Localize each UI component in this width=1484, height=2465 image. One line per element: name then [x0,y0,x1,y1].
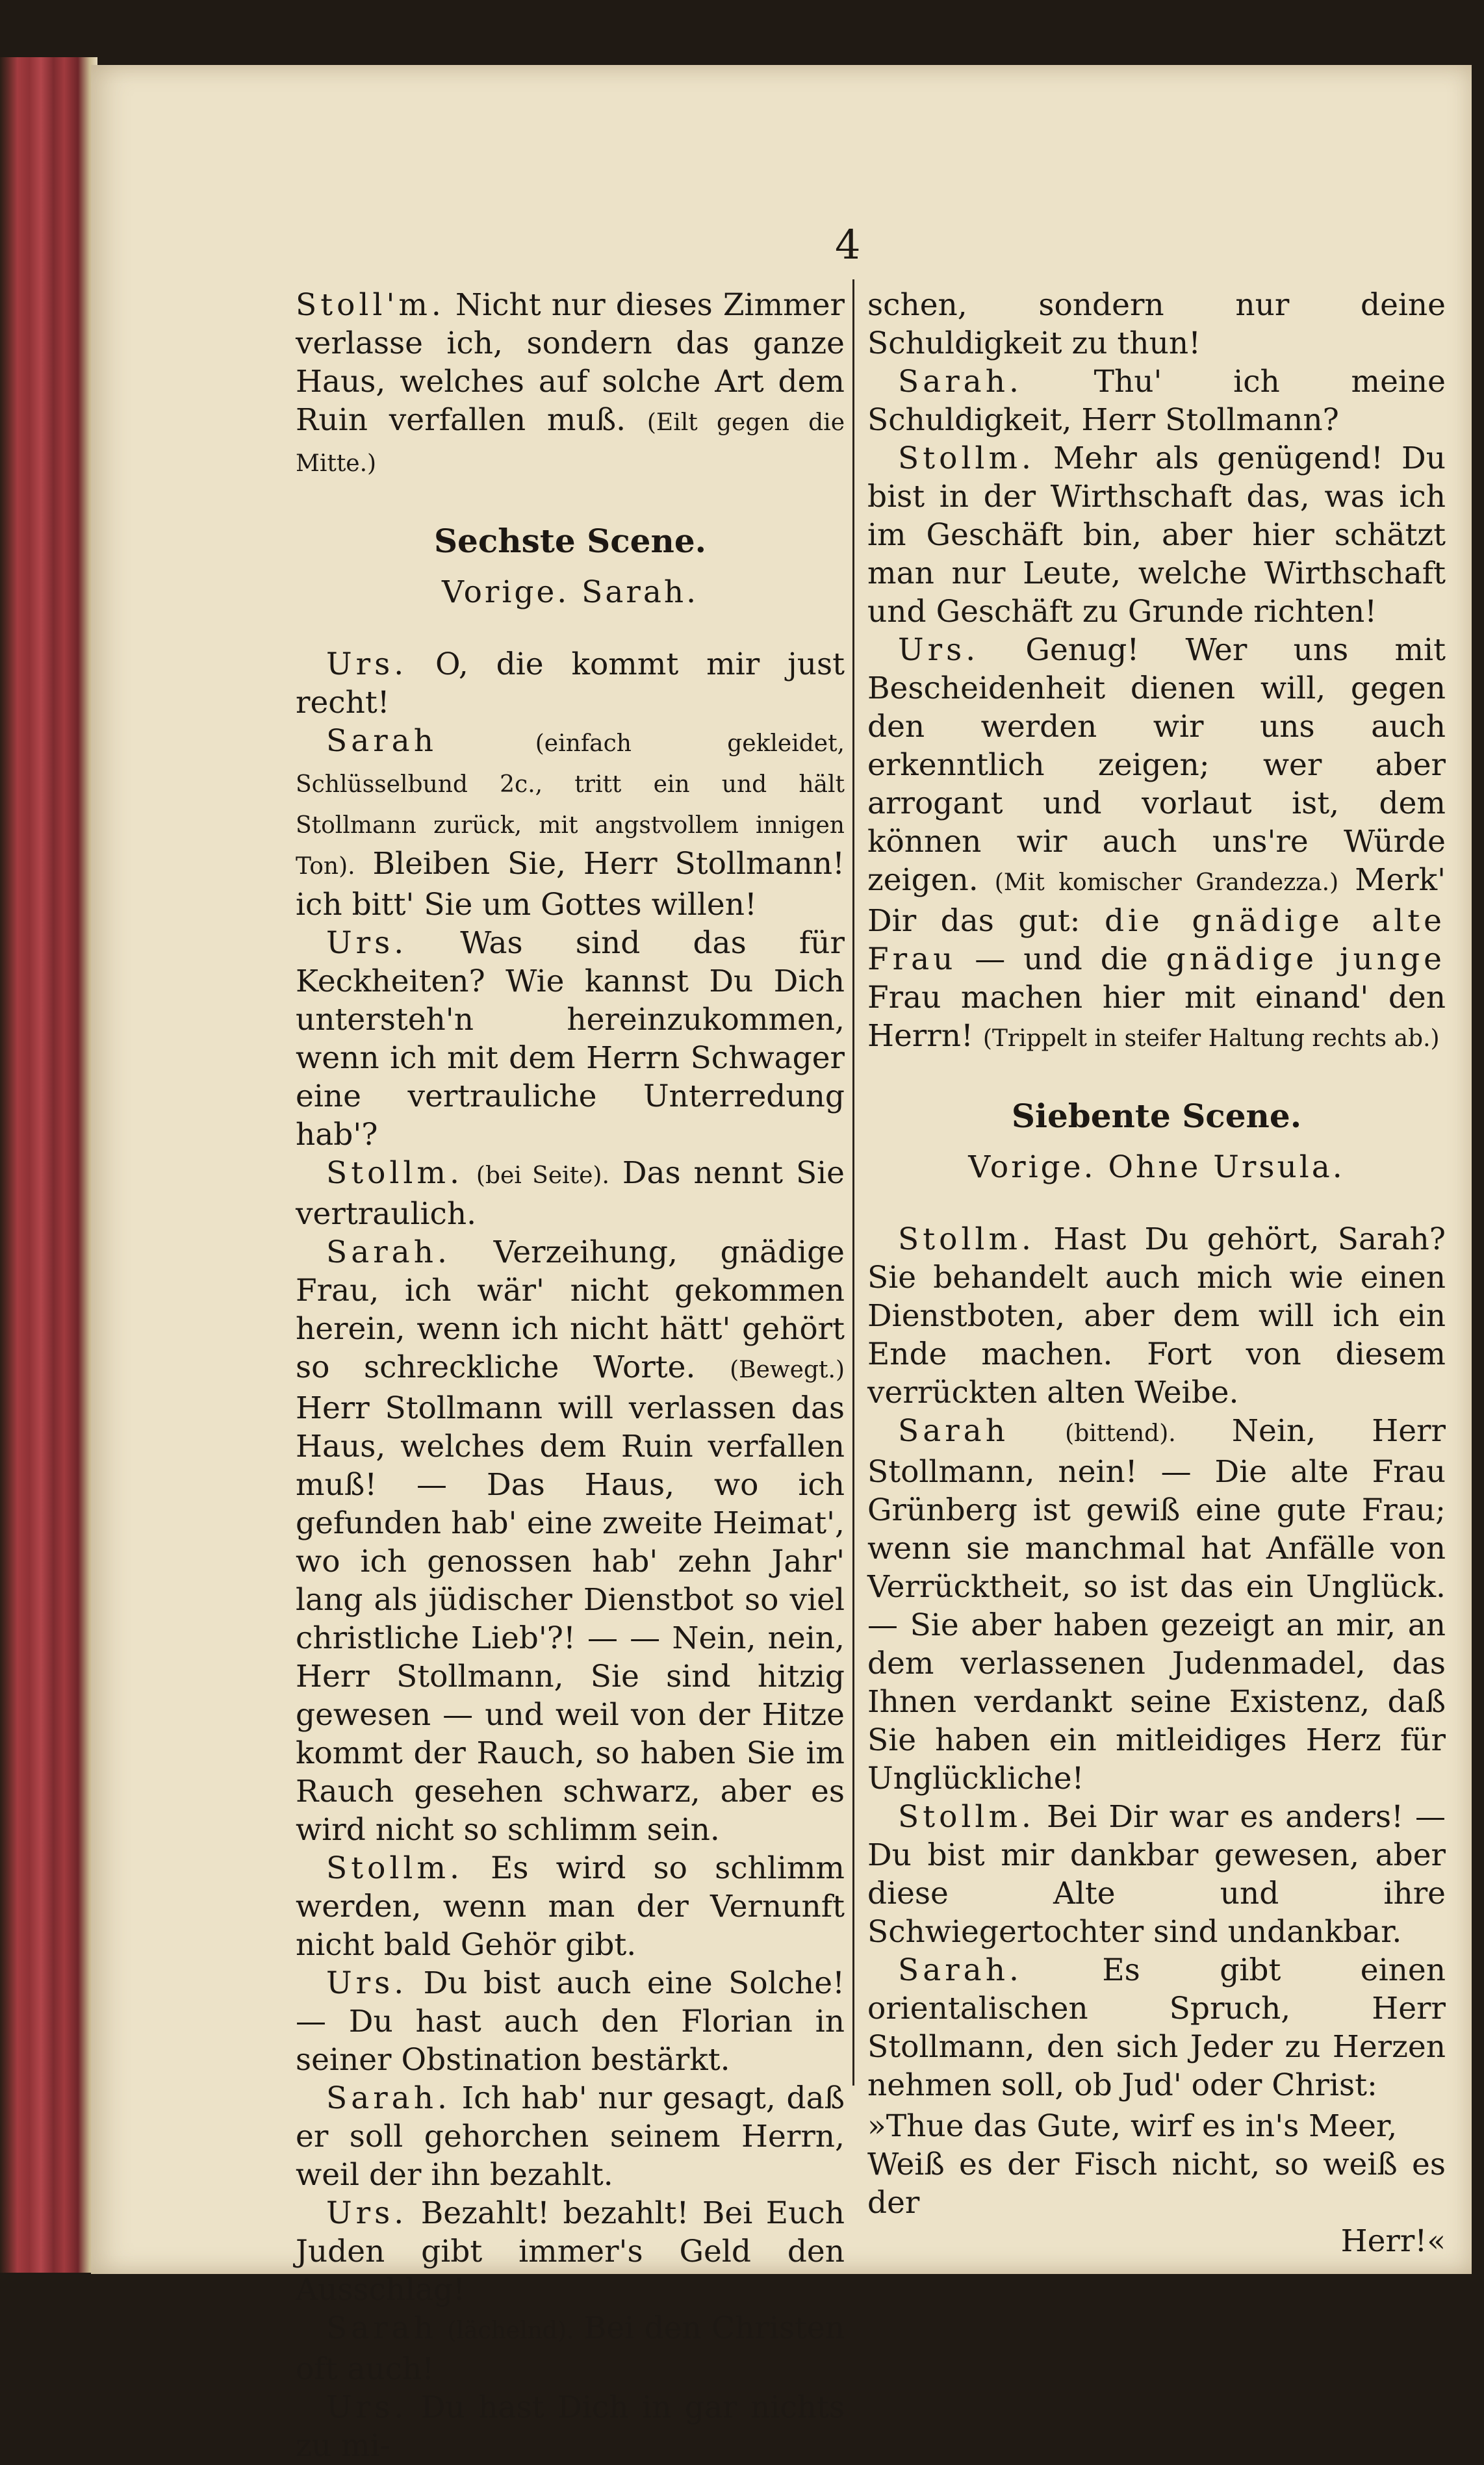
quote-line: Weiß es der Fisch nicht, so weiß es der [867,2147,1446,2221]
dialogue-line: Urs. O, die kommt mir just recht! [296,646,845,721]
dialogue-line: Stollm. Mehr als genügend! Du bist in der Wirthschaft das, was ich im Geschäft bin, aber hier schätzt man nur Leute, welche Wirthschaft und Geschäft zu Grunde richten! [867,441,1446,630]
dialogue-line: schen, sondern nur deine Schuldigkeit zu thun! [867,287,1446,361]
dialogue-line: Urs. Genug! Wer uns mit Bescheidenheit dienen will, gegen den werden wir uns auch erkenntlich zeigen; wer aber arrogant und vorlaut ist, dem können wir auch uns're Würde zeigen. (Mit komischer Grandezza.) Merk' Dir das gut: die gnädige alte Frau — und die gnädige junge Frau machen hier mit einand' den Herrn! (Trippelt in steifer Haltung rechts ab.) [867,632,1446,1054]
column-divider [852,279,854,2086]
dialogue-line: Stollm. Bei Dir war es anders! — Du bist mir dankbar gewesen, aber diese Alte und ihre Schwiegertochter sind undankbar. [867,1799,1446,1950]
dialogue-line: Urs. Bezahlt! bezahlt! Bei Euch Juden gibt immer's Geld den Ausschlag! [296,2195,845,2308]
dialogue-line: Sarah. Es gibt einen orientalischen Spruch, Herr Stollmann, den sich Jeder zu Herzen nehmen soll, ob Jud' oder Christ: [867,1952,1446,2103]
dialogue-line: Sarah. Thu' ich meine Schuldigkeit, Herr Stollmann? [867,364,1446,438]
dialogue-line: Sarah. Ich hab' nur gesagt, daß er soll gehorchen seinem Herrn, weil der ihn bezahlt. [296,2080,845,2193]
right-column [867,286,1446,2260]
dialogue-line: Stollm. Hast Du gehört, Sarah? Sie behandelt auch mich wie einen Dienstboten, aber dem will ich ein Ende machen. Fort von diesem verrückten alten Weibe. [867,1221,1446,1411]
quote-line: »Thue das Gute, wirf es in's Meer, [867,2108,1398,2144]
dialogue-line: Sarah (lächelnd). Bei den Christen oft auch! [296,2310,845,2387]
dialogue-line: Stoll'm. Nicht nur dieses Zimmer verlasse ich, sondern das ganze Haus, welches auf solche Art dem Ruin verfallen muß. (Eilt gegen die Mitte.) [296,287,845,477]
scene-persons: Vorige. Ohne Ursula. [968,1149,1345,1185]
dialogue-line: Urs. Du bist auch eine Solche! — Du hast auch den Florian in seiner Obstination bestärkt. [296,1965,845,2078]
page-number: 4 [835,221,861,268]
scene-title: Sechste Scene. [433,522,707,560]
dialogue-line: Sarah (einfach gekleidet, Schlüsselbund 2c., tritt ein und hält Stollmann zurück, mit angstvollem innigen Ton). Bleiben Sie, Herr Stollmann! ich bitt' Sie um Gottes willen! [296,723,845,923]
scene-persons: Vorige. Sarah. [441,574,699,610]
dialogue-line: Urs. Was sind das für Keckheiten? Wie kannst Du Dich untersteh'n hereinzukommen, wenn ich mit dem Herrn Schwager eine vertrauliche Unterredung hab'? [296,925,845,1153]
dialogue-line: Stollm. (bei Seite). Das nennt Sie vertraulich. [296,1155,845,1232]
dialogue-line: Stollm. Es wird so schlimm werden, wenn man der Vernunft nicht bald Gehör gibt. [296,1850,845,1963]
dialogue-line: Sarah (bittend). Nein, Herr Stollmann, nein! — Die alte Frau Grünberg ist gewiß eine gute Frau; wenn sie manchmal hat Anfälle von Verrücktheit, so ist das ein Unglück. — Sie aber haben gezeigt an mir, an dem verlassenen Judenmadel, das Ihnen verdankt seine Existenz, daß Sie haben ein mitleidiges Herz für Unglückliche! [867,1413,1446,1796]
book-page-edges [0,57,97,2273]
dialogue-line: Urs. Du hast Dich in gar nichts zu mi- [296,2390,845,2464]
dialogue-line: Sarah. Verzeihung, gnädige Frau, ich wär' nicht gekommen herein, wenn ich nicht hätt' gehört so schreckliche Worte. (Bewegt.) Herr Stollmann will verlassen das Haus, welches dem Ruin verfallen muß! — Das Haus, wo ich gefunden hab' eine zweite Heimat', wo ich genossen hab' zehn Jahr' lang als jüdischer Dienstbot so viel christliche Lieb'?! — — Nein, nein, Herr Stollmann, Sie sind hitzig gewesen — und weil von der Hitze kommt der Rauch, so haben Sie im Rauch gesehen schwarz, aber es wird nicht so schlimm sein. [296,1234,845,1848]
scene-title: Siebente Scene. [1011,1097,1302,1135]
left-column [296,286,845,2465]
quote-line: Herr!« [1340,2223,1446,2259]
